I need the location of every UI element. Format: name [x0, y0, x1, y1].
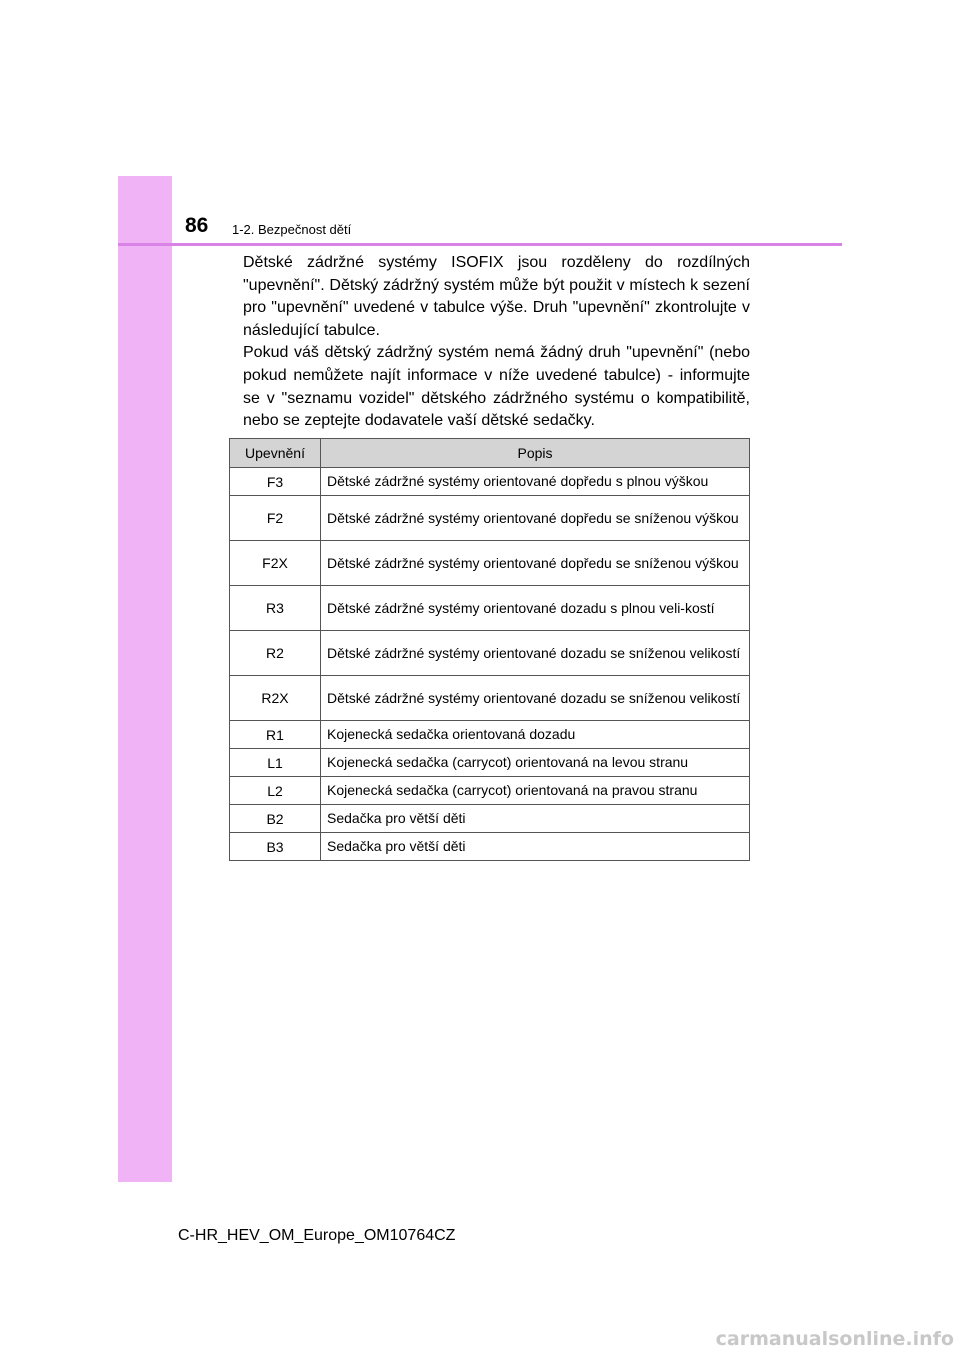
column-header-description: Popis	[321, 439, 750, 468]
fixture-description: Sedačka pro větší děti	[321, 805, 750, 833]
body-text	[243, 252, 750, 433]
fixture-description: Dětské zádržné systémy orientované dozadu se sníženou velikostí	[321, 631, 750, 676]
column-header-fixture: Upevnění	[230, 439, 321, 468]
table-row	[230, 676, 750, 721]
table-row	[230, 541, 750, 586]
fixture-code: R2X	[230, 676, 321, 721]
table-row	[230, 749, 750, 777]
table-row	[230, 468, 750, 496]
fixture-description: Dětské zádržné systémy orientované dozadu se sníženou velikostí	[321, 676, 750, 721]
table-header-row	[230, 439, 750, 468]
page-number: 86	[185, 214, 209, 237]
fixture-code: F2X	[230, 541, 321, 586]
paragraph-2: Pokud váš dětský zádržný systém nemá žádný druh "upevnění" (nebo pokud nemůžete najít informace v níže uvedené tabulce) - informujte se v "seznamu vozidel" dětského zádržného systému o kompatibilitě, nebo se zeptejte dodavatele vaší dětské sedačky.	[243, 344, 750, 430]
table-row	[230, 777, 750, 805]
fixture-description: Kojenecká sedačka (carrycot) orientovaná na levou stranu	[321, 749, 750, 777]
fixture-code: R2	[230, 631, 321, 676]
table-row	[230, 496, 750, 541]
watermark: carmanualsonline.info	[715, 1328, 954, 1350]
fixture-description: Sedačka pro větší děti	[321, 833, 750, 861]
fixture-code: L1	[230, 749, 321, 777]
fixture-code: R1	[230, 721, 321, 749]
fixture-code: R3	[230, 586, 321, 631]
table-row	[230, 805, 750, 833]
header-rule	[118, 243, 842, 246]
fixture-description: Kojenecká sedačka orientovaná dozadu	[321, 721, 750, 749]
table-row	[230, 721, 750, 749]
paragraph-1: Dětské zádržné systémy ISOFIX jsou rozděleny do rozdílných "upevnění". Dětský zádržný systém může být použit v místech k sezení pro "upevnění" uvedené v tabulce výše. Druh "upevnění" zkontrolujte v následující tabulce.	[243, 254, 750, 339]
fixture-code: F3	[230, 468, 321, 496]
fixture-description: Dětské zádržné systémy orientované dopředu se sníženou výškou	[321, 541, 750, 586]
fixture-description: Dětské zádržné systémy orientované dozadu s plnou veli-kostí	[321, 586, 750, 631]
table-row	[230, 833, 750, 861]
fixture-code: F2	[230, 496, 321, 541]
section-title: 1-2. Bezpečnost dětí	[232, 222, 352, 237]
fixture-code: B2	[230, 805, 321, 833]
fixture-description: Dětské zádržné systémy orientované dopředu s plnou výškou	[321, 468, 750, 496]
fixture-table	[229, 438, 750, 861]
fixture-code: L2	[230, 777, 321, 805]
fixture-description: Dětské zádržné systémy orientované dopředu se sníženou výškou	[321, 496, 750, 541]
table-row	[230, 631, 750, 676]
document-code: C-HR_HEV_OM_Europe_OM10764CZ	[178, 1227, 456, 1244]
fixture-description: Kojenecká sedačka (carrycot) orientovaná na pravou stranu	[321, 777, 750, 805]
fixture-code: B3	[230, 833, 321, 861]
table-row	[230, 586, 750, 631]
side-color-band	[118, 176, 172, 1182]
